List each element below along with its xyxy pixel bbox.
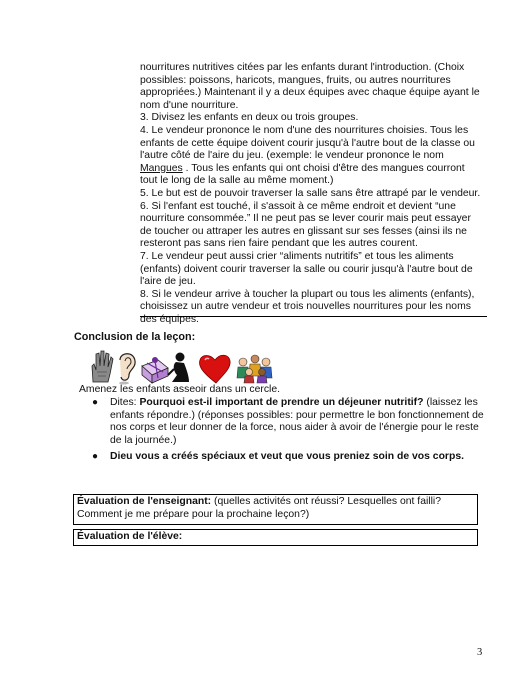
step-3: 3. Divisez les enfants en deux ou trois groupes.: [140, 112, 359, 124]
mangues-word: Mangues: [140, 162, 183, 174]
step-4-after-word: . Tous les enfants qui ont choisi d'être des mangues courront: [182, 162, 465, 174]
student-evaluation-box: [73, 529, 478, 546]
step-8-line: 8. Si le vendeur arrive à toucher la plupart ou tous les aliments (enfants),: [140, 288, 475, 300]
hand-icon: [92, 351, 113, 382]
activity-steps: [140, 62, 486, 326]
step-6-line: de toucher ou attraper les autres en glissant sur ses fesses (ainsi ils ne: [140, 225, 467, 237]
step-7-line: (enfants) doivent courir traverser la salle ou courir jusqu'à l'autre bout de: [140, 263, 473, 275]
bullet1-question: Pourquoi est-il important de prendre un déjeuner nutritif?: [139, 397, 424, 408]
step-7-line: l'aire de jeu.: [140, 276, 196, 288]
intro-line: possibles: poissons, haricots, mangues, fruits, ou autres nourritures: [140, 74, 451, 86]
teacher-evaluation-box: [73, 494, 478, 525]
step-4-line: enfants de cette équipe doivent courir jusqu'à l'autre bout de la classe ou: [140, 137, 475, 149]
step-4-line: [140, 163, 486, 176]
gift-icon: [142, 357, 168, 383]
person-icon: [168, 353, 189, 383]
bullet-item: [92, 451, 488, 464]
step-8-line: des équipes.: [140, 313, 199, 325]
ear-icon: [119, 354, 135, 385]
conclusion-bullets: [92, 397, 488, 468]
student-evaluation-label: Évaluation de l'élève:: [77, 531, 183, 542]
sense-icons-row: [88, 348, 293, 386]
step-5: 5. Le but est de pouvoir traverser la salle sans être attrapé par le vendeur.: [140, 187, 481, 199]
bullet2-text: Dieu vous a créés spéciaux et veut que vous preniez soin de vos corps.: [110, 451, 464, 463]
intro-line: appropriées.) Maintenant il y a deux équipes avec chaque équipe ayant le: [140, 87, 480, 99]
bullet1-rest: (laissez les enfants répondre.) (réponses possibles: pour permettre le bon fonctionnement de nos corps et leur donner de la force, nous aider à avoir de l'énergie pour le reste de la journée.): [110, 397, 484, 446]
intro-line: nom d'une nourriture.: [140, 99, 239, 111]
steps-divider: [140, 316, 487, 317]
bullet-dot: ●: [92, 451, 99, 463]
step-8-line: choisissez un autre vendeur et trois nouvelles nourritures pour les noms: [140, 301, 471, 313]
step-6-line: nourriture consommée.” Il ne peut pas se lever courir mais peut essayer: [140, 213, 471, 225]
step-4-line: 4. Le vendeur prononce le nom d'une des nourritures choisies. Tous les: [140, 124, 469, 136]
step-4-end: tout le long de la salle au même moment.): [140, 175, 334, 187]
teacher-evaluation-label: Évaluation de l'enseignant:: [77, 496, 212, 507]
conclusion-title: Conclusion de la leçon:: [74, 331, 196, 343]
circle-instruction: Amenez les enfants asseoir dans un cercle.: [79, 384, 280, 395]
teacher-evaluation-text: (quelles activités ont réussi? Lesquelles ont failli? Comment je me prépare pour la prochaine leçon?): [77, 496, 441, 520]
step-6-line: 6. Si l'enfant est touché, il s'assoit à ce même endroit et devient “une: [140, 200, 456, 212]
step-4-line: l'autre côté de l'aire du jeu. (exemple: le vendeur prononce le nom: [140, 150, 444, 162]
bullet1-prefix: Dites:: [110, 397, 140, 408]
intro-line: nourritures nutritives citées par les enfants durant l'introduction. (Choix: [140, 62, 465, 73]
step-6-line: resteront pas sans rien faire pendant que les autres courent.: [140, 238, 418, 250]
step-7-line: 7. Le vendeur peut aussi crier “aliments nutritifs” et tous les aliments: [140, 250, 454, 262]
heart-icon: [200, 355, 231, 383]
bullet-dot: ●: [92, 397, 99, 408]
people-icon: [237, 355, 272, 383]
bullet-item: [92, 397, 488, 447]
page-number: 3: [477, 647, 483, 658]
